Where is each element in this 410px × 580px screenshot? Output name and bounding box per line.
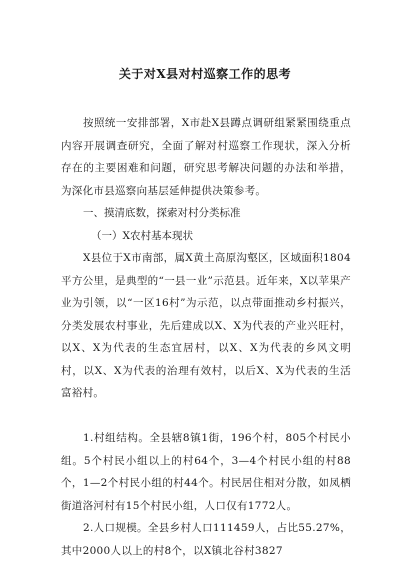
village-structure-paragraph: 1.村组结构。全县辖8镇1街，196个村，805个村民小组。5个村民小组以上的村64个，3—4个村民小组的村88个，1—2个村民小组的村44个。村民居住相对分散，如凤栖街道洛河村有15个村民小组，人口仅有1772人。 — [61, 432, 351, 512]
document-title: 关于对X县对村巡察工作的思考 — [118, 67, 292, 81]
population-paragraph: 2.人口规模。全县乡村人口111459人，占比55.27%，其中2000人以上的村8个，以X镇北谷村3827 — [61, 522, 351, 557]
basic-situation-paragraph: X县位于X市南部，属X黄土高原沟壑区，区域面积1804平方公里，是典型的“一县一业”示范县。近年来，X以苹果产业为引领，以“一区16村”为示范，以点带面推动乡村振兴，分类发展农村事业，先后建成以X、X为代表的产业兴旺村，以X、X为代表的生态宜居村，以X、X为代表的乡风文明村，以X、X为代表的治理有效村，以后X、X为代表的生活富裕村。 — [61, 252, 351, 399]
subsection-heading: （一）X农村基本现状 — [91, 230, 193, 242]
intro-paragraph: 按照统一安排部署，X市赴X县蹲点调研组紧紧围绕重点内容开展调查研究，全面了解对村巡察工作现状，深入分析存在的主要困难和问题，研究思考解决问题的办法和举措，为深化市县巡察向基层延伸提供决策参考。 — [61, 117, 351, 197]
section-heading: 一、摸清底数，探索对村分类标准 — [83, 207, 241, 219]
